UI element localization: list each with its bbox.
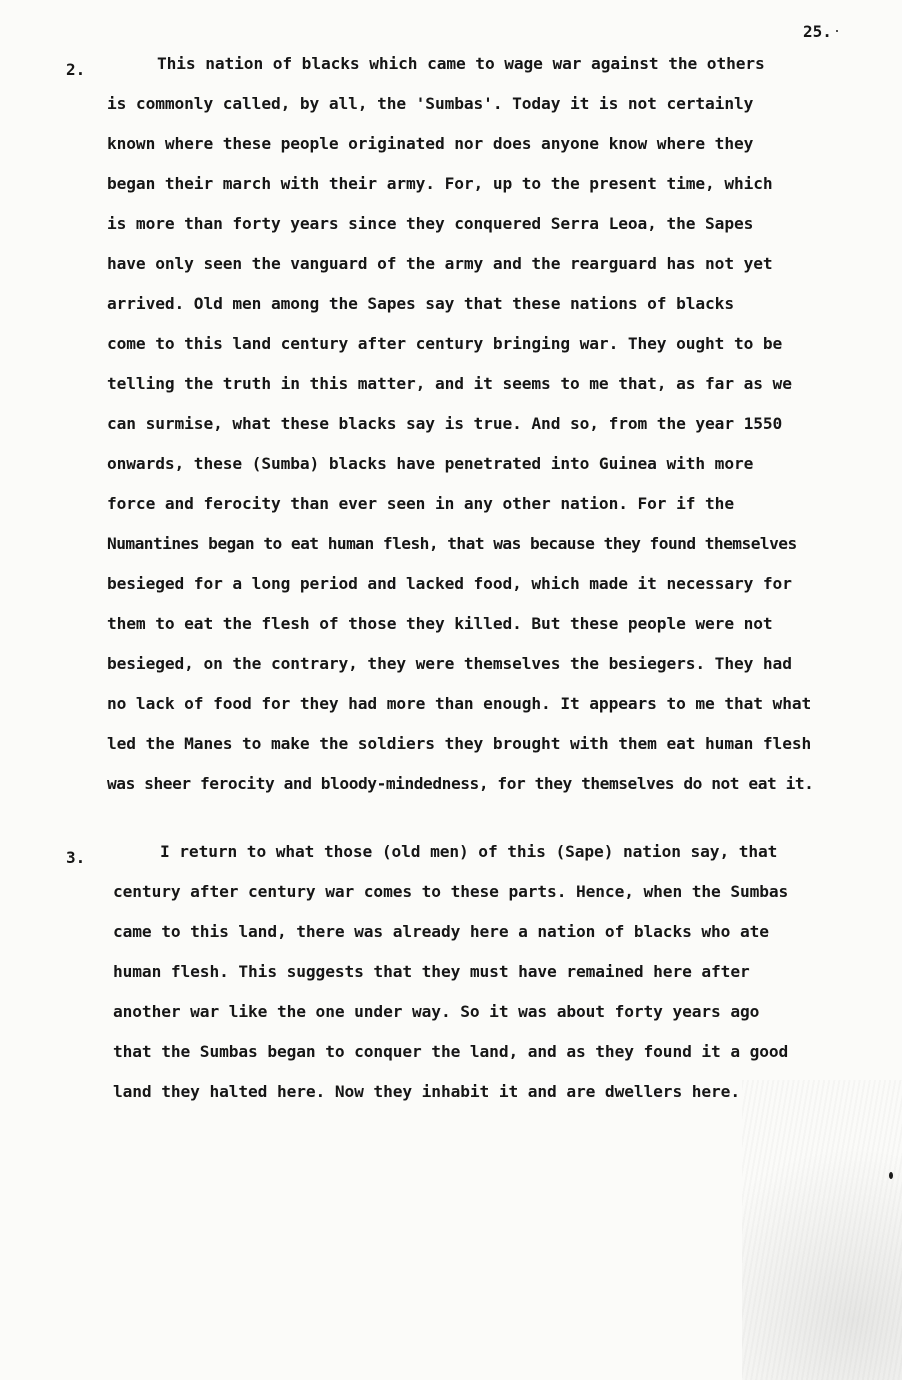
text-line: human flesh. This suggests that they must have remained here after bbox=[113, 962, 750, 981]
text-line: I return to what those (old men) of this (Sape) nation say, that bbox=[160, 842, 778, 861]
text-line: is more than forty years since they conquered Serra Leoa, the Sapes bbox=[107, 214, 754, 233]
text-line: force and ferocity than ever seen in any other nation. For if the bbox=[107, 494, 734, 513]
text-line: was sheer ferocity and bloody-mindedness, for they themselves do not eat it. bbox=[107, 774, 814, 793]
text-line: known where these people originated nor does anyone know where they bbox=[107, 134, 754, 153]
page-number: 25. bbox=[803, 22, 832, 41]
text-line: can surmise, what these blacks say is true. And so, from the year 1550 bbox=[107, 414, 783, 433]
text-line: came to this land, there was already here a nation of blacks who ate bbox=[113, 922, 769, 941]
text-line: another war like the one under way. So it was about forty years ago bbox=[113, 1002, 760, 1021]
ink-speck bbox=[889, 1172, 893, 1179]
text-line: no lack of food for they had more than enough. It appears to me that what bbox=[107, 694, 812, 713]
text-line: besieged for a long period and lacked food, which made it necessary for bbox=[107, 574, 792, 593]
text-line: began their march with their army. For, up to the present time, which bbox=[107, 174, 773, 193]
paragraph-number: 3. bbox=[66, 848, 86, 867]
paragraph-number: 2. bbox=[66, 60, 86, 79]
scan-noise bbox=[742, 1080, 902, 1380]
text-line: led the Manes to make the soldiers they brought with them eat human flesh bbox=[107, 734, 812, 753]
text-line: onwards, these (Sumba) blacks have penetrated into Guinea with more bbox=[107, 454, 754, 473]
text-line: telling the truth in this matter, and it seems to me that, as far as we bbox=[107, 374, 792, 393]
ink-speck bbox=[836, 30, 838, 32]
text-line: arrived. Old men among the Sapes say that these nations of blacks bbox=[107, 294, 734, 313]
text-line: besieged, on the contrary, they were themselves the besiegers. They had bbox=[107, 654, 792, 673]
text-line: Numantines began to eat human flesh, that was because they found themselves bbox=[107, 534, 797, 553]
text-line: This nation of blacks which came to wage war against the others bbox=[157, 54, 765, 73]
text-line: land they halted here. Now they inhabit it and are dwellers here. bbox=[113, 1082, 740, 1101]
text-line: come to this land century after century bringing war. They ought to be bbox=[107, 334, 783, 353]
text-line: is commonly called, by all, the 'Sumbas'. Today it is not certainly bbox=[107, 94, 754, 113]
text-line: them to eat the flesh of those they killed. But these people were not bbox=[107, 614, 773, 633]
text-line: that the Sumbas began to conquer the land, and as they found it a good bbox=[113, 1042, 789, 1061]
text-line: have only seen the vanguard of the army and the rearguard has not yet bbox=[107, 254, 773, 273]
text-line: century after century war comes to these parts. Hence, when the Sumbas bbox=[113, 882, 789, 901]
